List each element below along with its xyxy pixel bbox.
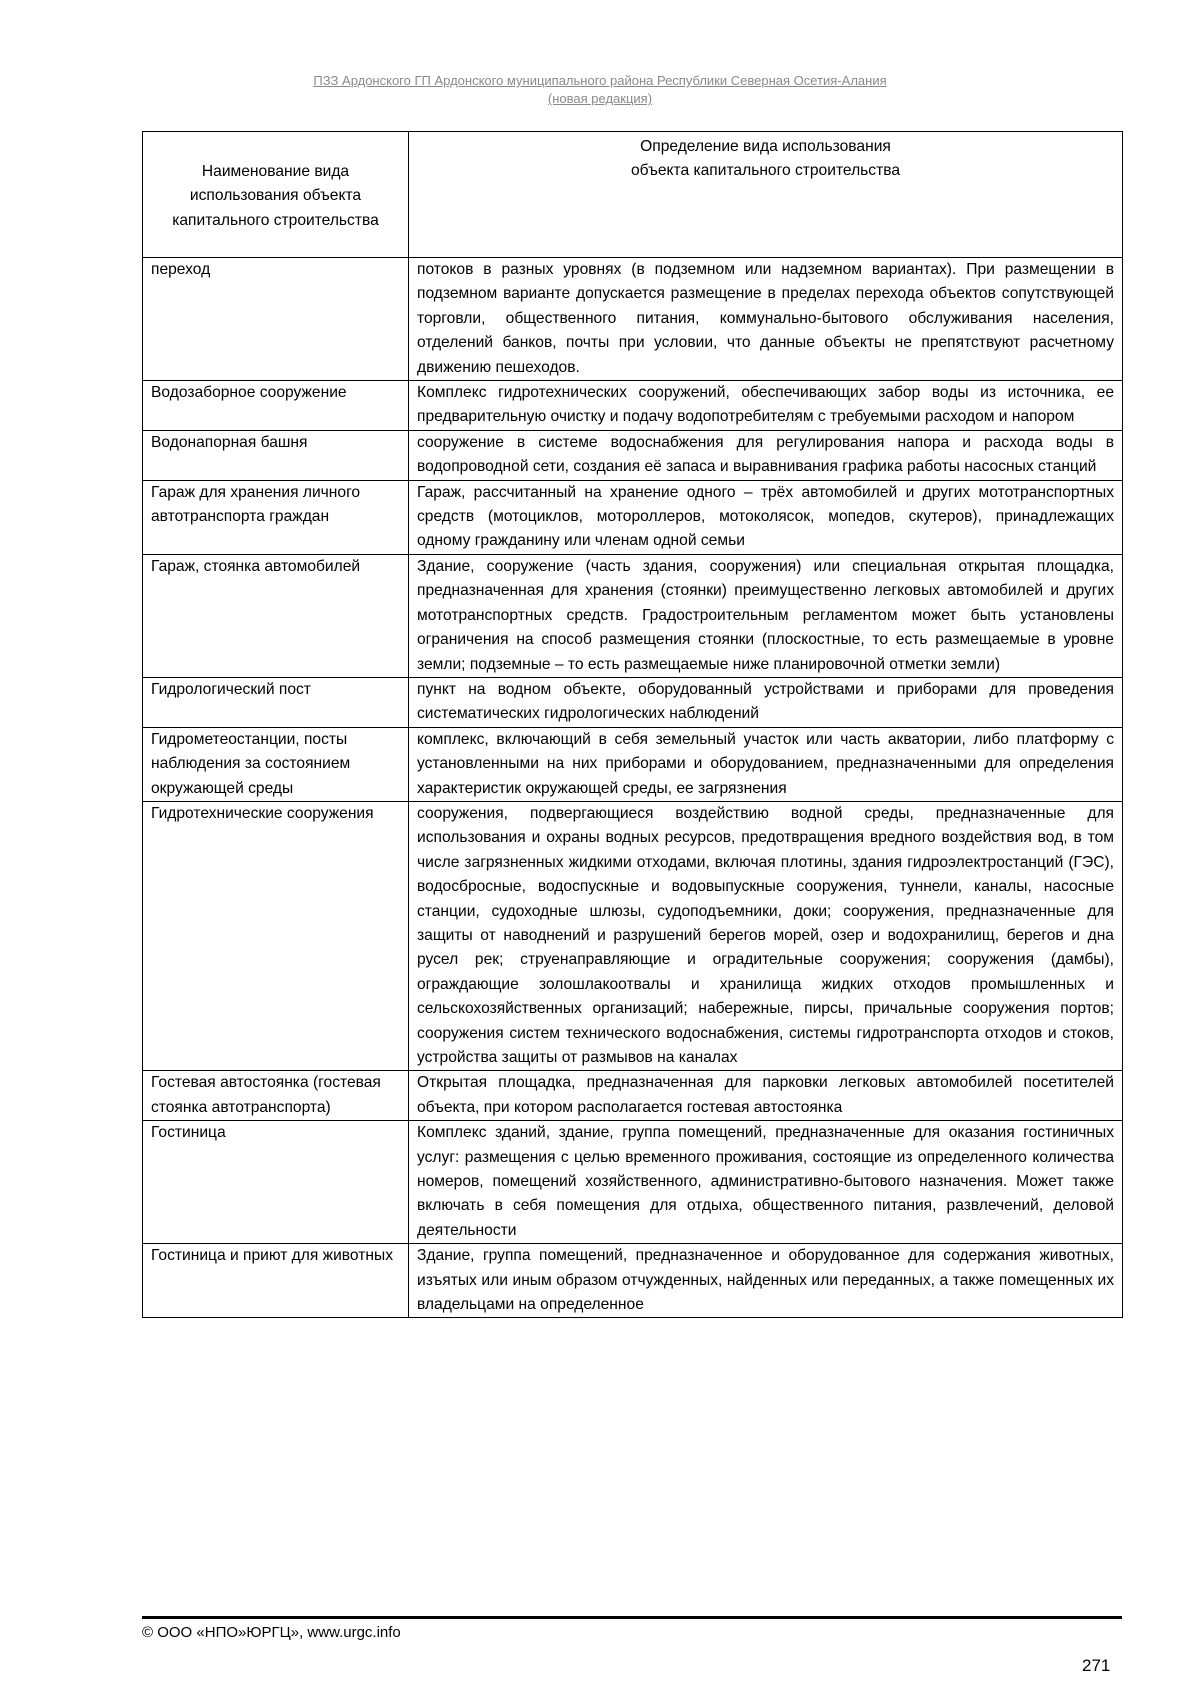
definitions-table	[142, 131, 1123, 1318]
term-definition-cell: пункт на водном объекте, оборудованный устройствами и приборами для проведения систематических гидрологических наблюдений	[409, 677, 1123, 727]
term-name-cell: Гидрологический пост	[143, 677, 409, 727]
table-row	[143, 381, 1123, 431]
term-definition-cell: Открытая площадка, предназначенная для парковки легковых автомобилей посетителей объекта, при котором располагается гостевая автостоянка	[409, 1071, 1123, 1121]
term-definition-cell: потоков в разных уровнях (в подземном или надземном вариантах). При размещении в подземном варианте допускается размещение в пределах перехода объектов сопутствующей торговли, общественного питания, коммунально-бытового обслуживания населения, отделений банков, почты при условии, что данные объекты не препятствуют расчетному движению пешеходов.	[409, 258, 1123, 381]
table-row	[143, 430, 1123, 480]
term-definition-cell: комплекс, включающий в себя земельный участок или часть акватории, либо платформу с установленными на них приборами и оборудованием, предназначенными для определения характеристик окружающей среды, ее загрязнения	[409, 727, 1123, 801]
term-name-cell: Водонапорная башня	[143, 430, 409, 480]
table-row	[143, 1121, 1123, 1244]
footer-copyright: © ООО «НПО»ЮРГЦ», www.urgc.info	[142, 1624, 401, 1641]
table-body	[143, 258, 1123, 1318]
term-name-cell: переход	[143, 258, 409, 381]
term-name-cell: Гостиница и приют для животных	[143, 1244, 409, 1318]
term-definition-cell: сооружения, подвергающиеся воздействию водной среды, предназначенные для использования и охраны водных ресурсов, предотвращения вредного воздействия вод, в том числе загрязненных жидкими отходами, включая плотины, здания гидроэлектростанций (ГЭС), водосбросные, водоспускные и водовыпускные сооружения, туннели, каналы, насосные станции, судоходные шлюзы, судоподъемники, доки; сооружения, предназначенные для защиты от наводнений и разрушений берегов морей, озер и водохранилищ, берегов и дна русел рек; струенаправляющие и оградительные сооружения; сооружения (дамбы), ограждающие золошлакоотвалы и хранилища жидких отходов промышленных и сельскохозяйственных организаций; набережные, пирсы, причальные сооружения портов; сооружения систем технического водоснабжения, системы гидротранспорта отходов и стоков, устройства защиты от размывов на каналах	[409, 801, 1123, 1070]
term-name-cell: Гараж, стоянка автомобилей	[143, 554, 409, 677]
table-row	[143, 258, 1123, 381]
table-row	[143, 1244, 1123, 1318]
term-name-cell: Водозаборное сооружение	[143, 381, 409, 431]
term-name-cell: Гараж для хранения личного автотранспорта граждан	[143, 480, 409, 554]
term-name-cell: Гидрометеостанции, посты наблюдения за состоянием окружающей среды	[143, 727, 409, 801]
header-title: ПЗЗ Ардонского ГП Ардонского муниципального района Республики Северная Осетия-Алания	[313, 73, 887, 88]
page-number: 271	[1082, 1656, 1111, 1675]
term-definition-cell: Здание, сооружение (часть здания, сооружения) или специальная открытая площадка, предназначенная для хранения (стоянки) преимущественно легковых автомобилей и других мототранспортных средств. Градостроительным регламентом может быть установлены ограничения на способ размещения стоянки (плоскостные, то есть размещаемые в уровне земли; подземные – то есть размещаемые ниже планировочной отметки земли)	[409, 554, 1123, 677]
column-header-definition-line1: Определение вида использования	[640, 138, 891, 155]
term-name-cell: Гостиница	[143, 1121, 409, 1244]
term-name-cell: Гидротехнические сооружения	[143, 801, 409, 1070]
table-row	[143, 727, 1123, 801]
term-definition-cell: Комплекс зданий, здание, группа помещений, предназначенные для оказания гостиничных услуг: размещения с целью временного проживания, состоящие из определенного количества номеров, помещений хозяйственного, административно-бытового назначения. Может также включать в себя помещения для отдыха, общественного питания, развлечений, деловой деятельности	[409, 1121, 1123, 1244]
column-header-definition	[409, 132, 1123, 258]
term-definition-cell: Комплекс гидротехнических сооружений, обеспечивающих забор воды из источника, ее предварительную очистку и подачу водопотребителям с требуемыми расходом и напором	[409, 381, 1123, 431]
table-row	[143, 480, 1123, 554]
table-header-row	[143, 132, 1123, 258]
term-definition-cell: сооружение в системе водоснабжения для регулирования напора и расхода воды в водопроводной сети, создания её запаса и выравнивания графика работы насосных станций	[409, 430, 1123, 480]
footer-divider	[142, 1616, 1122, 1619]
page-header	[0, 72, 1200, 108]
table-row	[143, 677, 1123, 727]
table-row	[143, 1071, 1123, 1121]
term-name-cell: Гостевая автостоянка (гостевая стоянка автотранспорта)	[143, 1071, 409, 1121]
column-header-name: Наименование вида использования объекта капитального строительства	[143, 132, 409, 258]
column-header-definition-line2: объекта капитального строительства	[630, 162, 901, 180]
table-row	[143, 554, 1123, 677]
header-subtitle: (новая редакция)	[547, 91, 653, 106]
table-row	[143, 801, 1123, 1070]
term-definition-cell: Гараж, рассчитанный на хранение одного – трёх автомобилей и других мототранспортных средств (мотоциклов, мотороллеров, мотоколясок, мопедов, скутеров), принадлежащих одному гражданину или членам одной семьи	[409, 480, 1123, 554]
term-definition-cell: Здание, группа помещений, предназначенное и оборудованное для содержания животных, изъятых или иным образом отчужденных, найденных или переданных, а также помещенных их владельцами на определенное	[409, 1244, 1123, 1318]
